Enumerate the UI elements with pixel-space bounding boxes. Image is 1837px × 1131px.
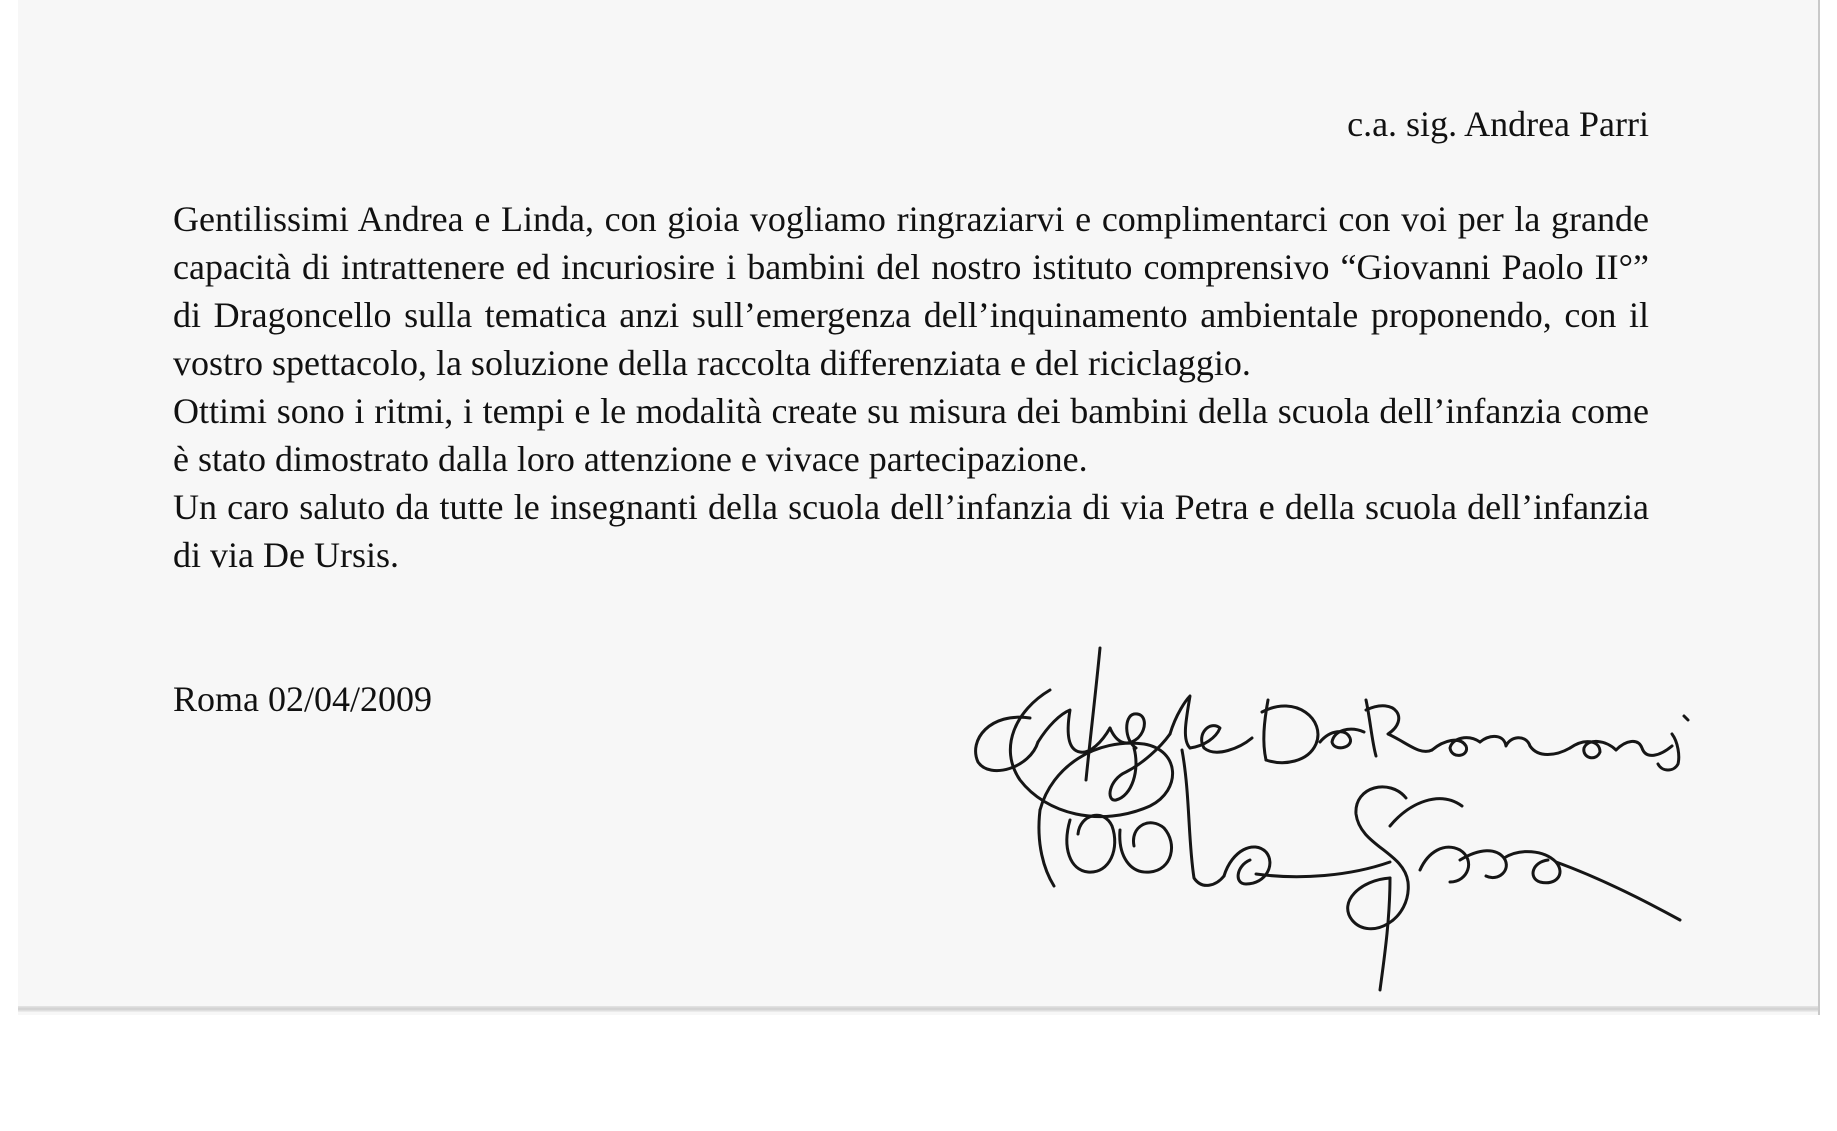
recipient-line: c.a. sig. Andrea Parri [1347, 104, 1649, 144]
paper-edge [1818, 0, 1820, 1015]
signature-paola-sfera [1010, 690, 1680, 990]
handwritten-signatures [920, 630, 1740, 1010]
paragraph-thanks: Gentilissimi Andrea e Linda, con gioia vogliamo ringraziarvi e complimentarci con voi per la grande capacità di intrattenere ed incuriosire i bambini del nostro istituto comprensivo “Giovanni Paolo II°” di Dragoncello sulla tematica anzi sull’emergenza dell’inquinamento ambientale proponendo, con il vostro spettacolo, la soluzione della raccolta differenziata e del riciclaggio. [173, 199, 1649, 383]
letter-body [173, 195, 1649, 579]
paragraph-praise: Ottimi sono i ritmi, i tempi e le modalità create su misura dei bambini della scuola dell’infanzia come è stato dimostrato dalla loro attenzione e vivace partecipazione. [173, 391, 1649, 479]
signature-angela-de-romanis [976, 648, 1688, 800]
place-and-date: Roma 02/04/2009 [173, 679, 432, 719]
paragraph-greeting: Un caro saluto da tutte le insegnanti della scuola dell’infanzia di via Petra e della scuola dell’infanzia di via De Ursis. [173, 487, 1649, 575]
